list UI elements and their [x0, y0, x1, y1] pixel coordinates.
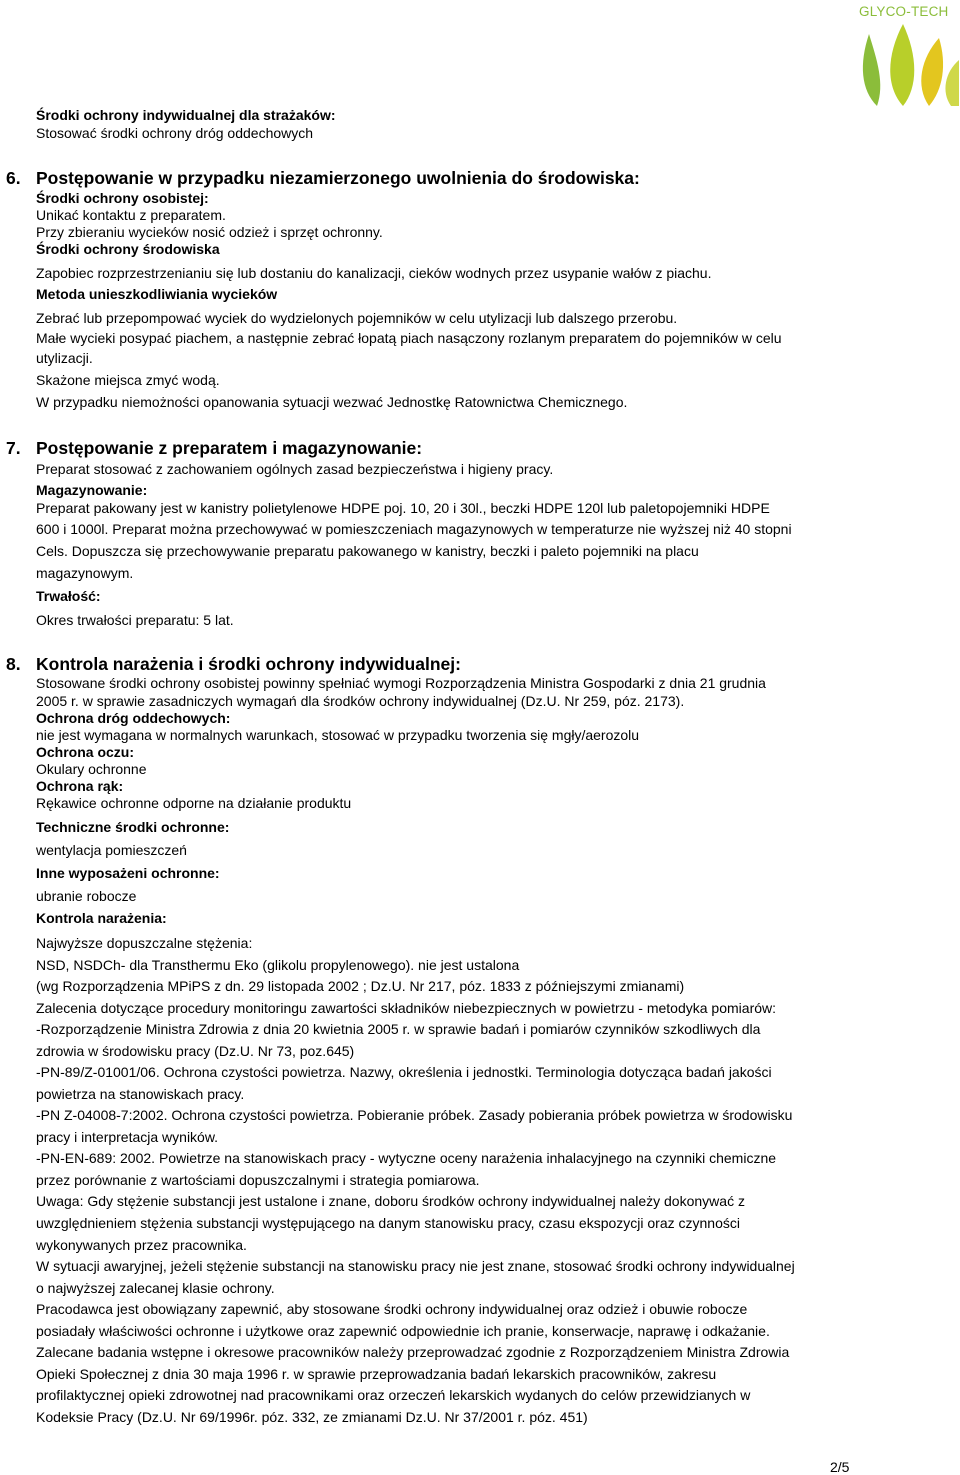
subheading: Środki ochrony środowiska: [36, 241, 220, 257]
text-line: przez porównanie z wartościami dopuszczalnymi i strategia pomiarowa.: [36, 1172, 480, 1188]
text-line: Okulary ochronne: [36, 761, 147, 777]
text-line: Zalecenia dotyczące procedury monitoringu zawartości składników niebezpiecznych w powietrzu - metodyka pomiarów:: [36, 1000, 777, 1016]
company-logo: [855, 2, 960, 107]
text-line: Uwaga: Gdy stężenie substancji jest ustalone i znane, doboru środków ochrony indywidualnej należy dokonywać z: [36, 1193, 745, 1209]
subheading: Ochrona dróg oddechowych:: [36, 710, 231, 726]
section-number: 6.: [6, 168, 21, 188]
text-line: utylizacji.: [36, 350, 93, 366]
subheading: Ochrona oczu:: [36, 744, 135, 760]
text-line: Skażone miejsca zmyć wodą.: [36, 372, 220, 388]
text-line: Zalecane badania wstępne i okresowe pracowników należy przeprowadzać zgodnie z Rozporządzeniem Ministra Zdrowia: [36, 1344, 790, 1360]
text-line: -PN Z-04008-7:2002. Ochrona czystości powietrza. Pobieranie próbek. Zasady pobierania próbek powietrza w środowisku: [36, 1107, 793, 1123]
text-line: pracy i interpretacja wyników.: [36, 1129, 219, 1145]
section-number: 7.: [6, 438, 21, 458]
text-line: Zapobiec rozprzestrzenianiu się lub dostaniu do kanalizacji, cieków wodnych przez usypanie wałów z piachu.: [36, 265, 712, 281]
text-line: 2005 r. w sprawie zasadniczych wymagań dla środków ochrony indywidualnej (Dz.U. Nr 259, póz. 2173).: [36, 693, 685, 709]
text-line: Preparat pakowany jest w kanistry polietylenowe HDPE poj. 10, 20 i 30l., beczki HDPE 120l lub paletopojemniki HDPE: [36, 500, 770, 516]
text-line: -PN-89/Z-01001/06. Ochrona czystości powietrza. Nazwy, określenia i jednostki. Terminologia dotycząca badań jakości: [36, 1064, 772, 1080]
text-line: Zebrać lub przepompować wyciek do wydzielonych pojemników w celu utylizacji lub dalszego przerobu.: [36, 310, 678, 326]
text-line: Pracodawca jest obowiązany zapewnić, aby stosowane środki ochrony indywidualnej oraz odzież i obuwie robocze: [36, 1301, 748, 1317]
subheading: Inne wyposażeni ochronne:: [36, 865, 220, 881]
text-line: Rękawice ochronne odporne na działanie produktu: [36, 795, 352, 811]
text-line: Małe wycieki posypać piachem, a następnie zebrać łopatą piach nasączony rozlanym preparatem do pojemników w celu: [36, 330, 782, 346]
text-line: Najwyższe dopuszczalne stężenia:: [36, 935, 253, 951]
text-line: ubranie robocze: [36, 888, 137, 904]
section-6-title: Postępowanie w przypadku niezamierzonego uwolnienia do środowiska:: [36, 168, 640, 188]
text-line: W przypadku niemożności opanowania sytuacji wezwać Jednostkę Ratownictwa Chemicznego.: [36, 394, 628, 410]
text-line: Preparat stosować z zachowaniem ogólnych zasad bezpieczeństwa i higieny pracy.: [36, 461, 554, 477]
leaf-logo-icon: [855, 20, 960, 108]
subheading: Trwałość:: [36, 588, 101, 604]
text-line: nie jest wymagana w normalnych warunkach, stosować w przypadku tworzenia się mgły/aerozolu: [36, 727, 640, 743]
subheading: Ochrona rąk:: [36, 778, 124, 794]
text-line: Okres trwałości preparatu: 5 lat.: [36, 612, 234, 628]
page-number: 2/5: [830, 1459, 850, 1475]
text-line: W sytuacji awaryjnej, jeżeli stężenie substancji na stanowisku pracy nie jest znane, stosować środki ochrony indywidualnej: [36, 1258, 795, 1274]
text-line: wykonywanych przez pracownika.: [36, 1237, 247, 1253]
text-line: o najwyższej zalecanej klasie ochrony.: [36, 1280, 275, 1296]
text-line: wentylacja pomieszczeń: [36, 842, 187, 858]
text-line: Opieki Społecznej z dnia 30 maja 1996 r. w sprawie przeprowadzania badań lekarskich pracowników, zakresu: [36, 1366, 717, 1382]
subheading: Magazynowanie:: [36, 482, 148, 498]
text-line: NSD, NSDCh- dla Transthermu Eko (glikolu propylenowego). nie jest ustalona: [36, 957, 520, 973]
firefighters-protection-heading: Środki ochrony indywidualnej dla strażaków:: [36, 107, 336, 123]
text-line: Kodeksie Pracy (Dz.U. Nr 69/1996r. póz. 332, ze zmianami Dz.U. Nr 37/2001 r. póz. 451): [36, 1409, 588, 1425]
subheading: Techniczne środki ochronne:: [36, 819, 230, 835]
text-line: Unikać kontaktu z preparatem.: [36, 207, 226, 223]
subheading: Środki ochrony osobistej:: [36, 190, 209, 206]
section-7-title: Postępowanie z preparatem i magazynowanie:: [36, 438, 423, 458]
text-line: powietrza na stanowiskach pracy.: [36, 1086, 245, 1102]
text-line: magazynowym.: [36, 565, 134, 581]
text-line: (wg Rozporządzenia MPiPS z dn. 29 listopada 2002 ; Dz.U. Nr 217, póz. 1833 z późniejszymi zmianami): [36, 978, 685, 994]
text-line: profilaktycznej opieki zdrowotnej nad pracownikami oraz orzeczeń lekarskich wydanych do celów przewidzianych w: [36, 1387, 751, 1403]
text-line: -PN-EN-689: 2002. Powietrze na stanowiskach pracy - wytyczne oceny narażenia inhalacyjnego na czynniki chemiczne: [36, 1150, 777, 1166]
text-line: posiadały właściwości ochronne i użytkowe oraz zapewnić odpowiednie ich pranie, konserwacje, naprawę i odkażanie.: [36, 1323, 770, 1339]
logo-text: GLYCO-TECH: [859, 4, 949, 19]
subheading: Kontrola narażenia:: [36, 910, 167, 926]
section-8-title: Kontrola narażenia i środki ochrony indywidualnej:: [36, 654, 461, 674]
text-line: Stosować środki ochrony dróg oddechowych: [36, 125, 314, 141]
text-line: Cels. Dopuszcza się przechowywanie preparatu pakowanego w kanistry, beczki i paleto pojemniki na placu: [36, 543, 699, 559]
text-line: zdrowia w środowisku pracy (Dz.U. Nr 73, poz.645): [36, 1043, 355, 1059]
text-line: uwzględnieniem stężenia substancji występującego na danym stanowisku pracy, czasu ekspozycji oraz czynności: [36, 1215, 740, 1231]
text-line: Przy zbieraniu wycieków nosić odzież i sprzęt ochronny.: [36, 224, 383, 240]
text-line: -Rozporządzenie Ministra Zdrowia z dnia 20 kwietnia 2005 r. w sprawie badań i pomiarów czynników szkodliwych dla: [36, 1021, 761, 1037]
text-line: 600 i 1000l. Preparat można przechowywać w pomieszczeniach magazynowych w temperaturze nie wyższej niż 40 stopni: [36, 521, 792, 537]
section-number: 8.: [6, 654, 21, 674]
text-line: Stosowane środki ochrony osobistej powinny spełniać wymogi Rozporządzenia Ministra Gospodarki z dnia 21 grudnia: [36, 675, 766, 691]
subheading: Metoda unieszkodliwiania wycieków: [36, 286, 278, 302]
